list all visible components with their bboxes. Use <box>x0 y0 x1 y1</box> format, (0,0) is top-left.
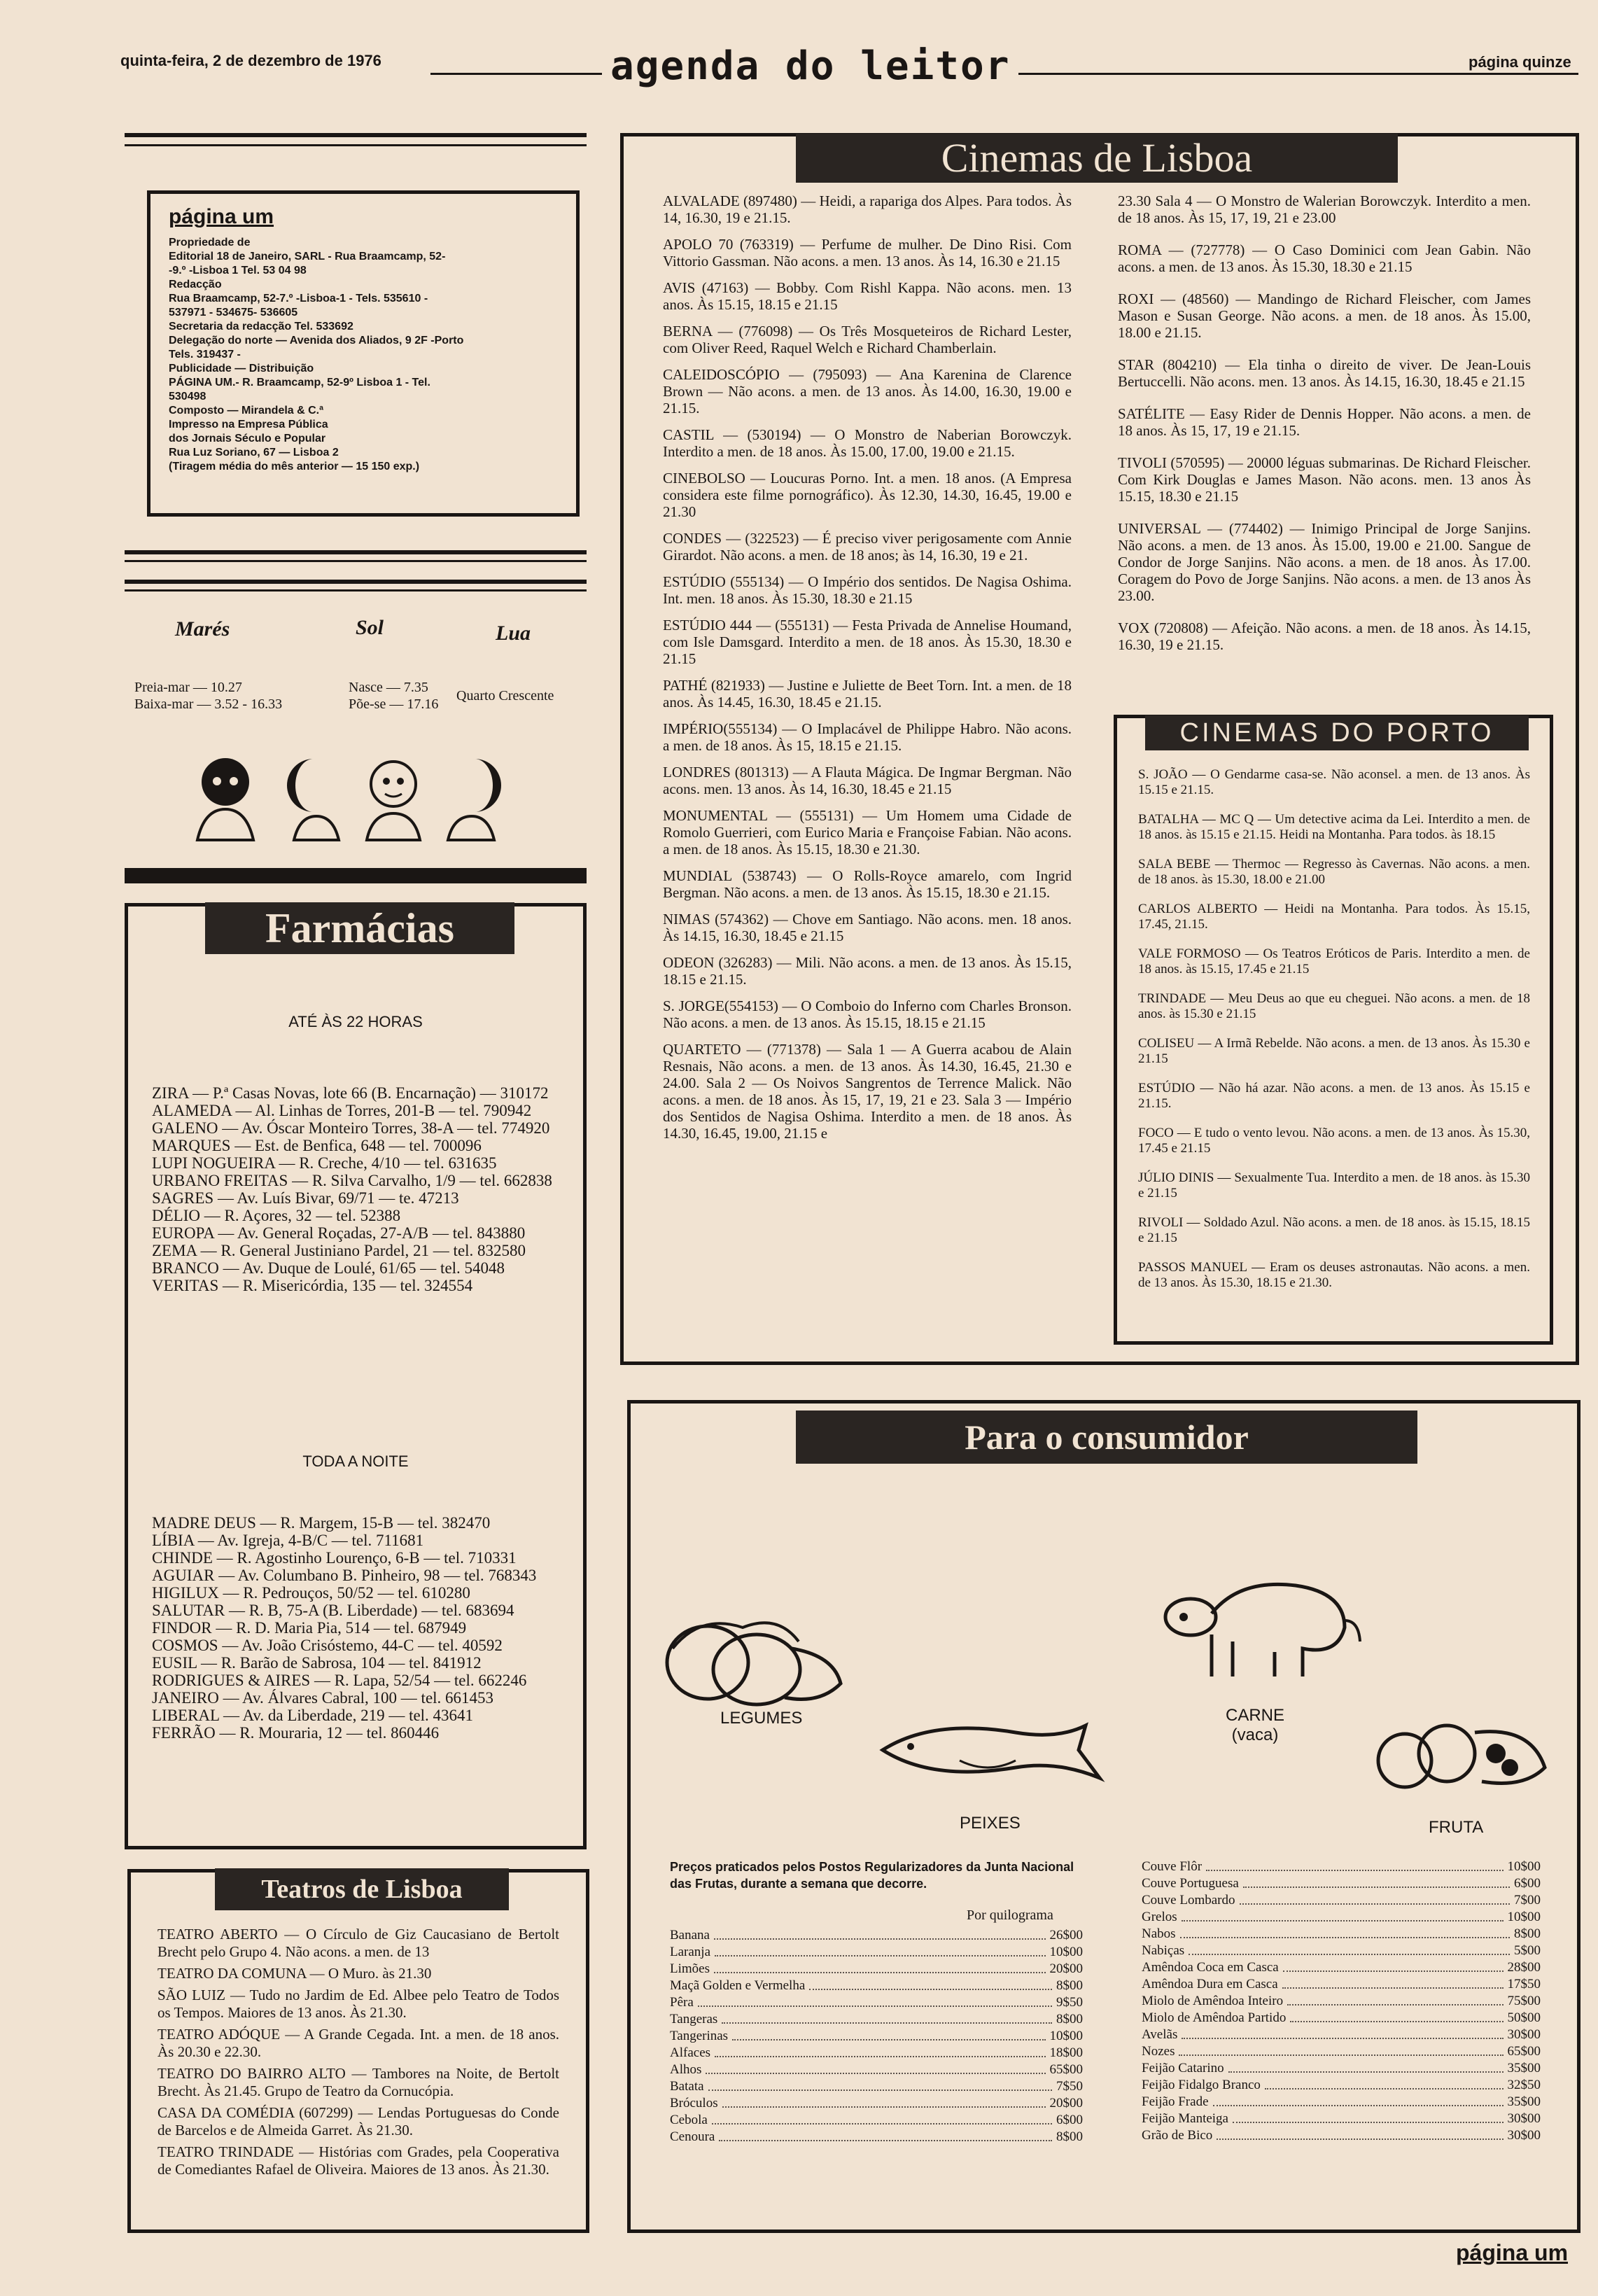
cinema-entry: ESTÚDIO 444 — (555131) — Festa Privada de Annelise Houmand, com Isle Damsgard. Interdito a men. de 18 anos. Às 15.30, 18.30 e 21.15 <box>663 617 1072 667</box>
meat-label <box>1199 1706 1311 1745</box>
dot-leader <box>1243 1875 1510 1888</box>
price-row <box>670 2095 1083 2112</box>
theatre-entry: CASA DA COMÉDIA (607299) — Lendas Portuguesas do Conde de Barcelos e de Almeida Garret. Às 21.30. <box>157 2104 559 2138</box>
price-item: Grão de Bico <box>1142 2128 1213 2143</box>
high-tide: Preia-mar — 10.27 <box>134 680 242 695</box>
price-row <box>670 2112 1083 2129</box>
price-row <box>670 1977 1083 1994</box>
crescent-moon-face-icon <box>286 755 349 841</box>
price-value: 9$50 <box>1056 1995 1083 2010</box>
price-list-right <box>1142 1858 1541 2144</box>
pharmacy-entry: MARQUES — Est. de Benfica, 648 — tel. 700096 <box>152 1137 482 1154</box>
cinema-entry: MUNDIAL (538743) — O Rolls-Royce amarelo, com Ingrid Bergman. Não acons. a men. de 13 anos. Às 15.15, 18.30 e 21.15. <box>663 867 1072 901</box>
dot-leader <box>1217 2127 1503 2140</box>
cow-icon <box>1156 1564 1366 1684</box>
fish-label: PEIXES <box>960 1814 1021 1833</box>
porto-cinema-entry: CARLOS ALBERTO — Heidi na Montanha. Para todos. Às 15.15, 17.45, 21.15. <box>1138 902 1530 932</box>
price-row <box>1142 1875 1541 1892</box>
theatre-entry: TEATRO DA COMUNA — O Muro. às 21.30 <box>157 1965 432 1982</box>
price-value: 35$00 <box>1507 2094 1541 2109</box>
cinema-entry: CASTIL — (530194) — O Monstro de Naberian Borowczyk. Interdito a men. de 18 anos. Às 15.00, 17.00, 19.00 e 21.15. <box>663 426 1072 460</box>
price-item: Couve Portuguesa <box>1142 1876 1239 1891</box>
pharmacy-entry: EUSIL — R. Barão de Sabrosa, 104 — tel. 841912 <box>152 1654 482 1672</box>
dot-leader <box>1228 2060 1504 2073</box>
credit-line: dos Jornais Século e Popular <box>169 433 326 444</box>
dot-leader <box>1283 1959 1504 1972</box>
price-row <box>670 2062 1083 2078</box>
dot-leader <box>809 1977 1052 1990</box>
cinema-entry: MONUMENTAL — (555131) — Um Homem uma Cidade de Romolo Guerrieri, com Eurico Maria e Françoise Fabian. Não acons. a men. de 18 anos. Às 15.15, 18.30 e 21.30. <box>663 807 1072 858</box>
pharmacy-entry: MADRE DEUS — R. Margem, 15-B — tel. 382470 <box>152 1514 491 1532</box>
consumer-box <box>627 1400 1581 2233</box>
price-value: 30$00 <box>1507 2111 1541 2126</box>
divider <box>125 144 587 146</box>
porto-cinema-entry: ESTÚDIO — Não há azar. Não acons. a men. de 13 anos. Às 15.15 e 21.15. <box>1138 1081 1530 1111</box>
dot-leader <box>1180 1926 1510 1938</box>
credit-line: -9.º -Lisboa 1 Tel. 53 04 98 <box>169 265 307 276</box>
price-row <box>1142 1993 1541 2010</box>
cinema-entry: SATÉLITE — Easy Rider de Dennis Hopper. Não acons. a men. de 18 anos. Às 15, 17, 19 e 21.15. <box>1118 405 1531 439</box>
moon-heading: Lua <box>496 622 531 645</box>
dot-leader <box>1290 2010 1503 2022</box>
price-value: 10$00 <box>1507 1910 1541 1924</box>
credits-logo: página um <box>169 205 274 228</box>
pharmacy-entry: ZEMA — R. General Justiniano Pardel, 21 — tel. 832580 <box>152 1242 526 1259</box>
price-value: 6$00 <box>1056 2113 1083 2127</box>
pharmacy-entry: FINDOR — R. D. Maria Pia, 514 — tel. 687949 <box>152 1619 467 1637</box>
dot-leader <box>1233 2110 1504 2123</box>
cinema-entry: TIVOLI (570595) — 20000 léguas submarinas. De Richard Fleischer. Com Kirk Douglas e James Mason. Não acons. men. 13 anos Às 15.15, 18.30 e 21.15 <box>1118 454 1531 505</box>
price-value: 26$00 <box>1049 1928 1083 1942</box>
page-number: página quinze <box>1463 53 1571 71</box>
price-item: Tangerinas <box>670 2029 729 2043</box>
price-row <box>670 2011 1083 2028</box>
cinemas-lisboa-column-2 <box>1118 192 1531 668</box>
price-row <box>1142 1976 1541 1993</box>
thick-divider <box>125 868 587 883</box>
dot-leader <box>1182 2026 1503 2039</box>
tide-times <box>134 679 282 713</box>
prices-intro: Preços praticados pelos Postos Regularizadores da Junta Nacional das Frutas, durante a semana que decorre. <box>670 1860 1074 1891</box>
divider <box>125 589 587 592</box>
price-list-left <box>670 1927 1083 2146</box>
price-item: Couve Lombardo <box>1142 1893 1235 1907</box>
porto-cinema-entry: PASSOS MANUEL — Eram os deuses astronautas. Não acons. a men. de 13 anos. Às 15.30, 18.15 e 21.30. <box>1138 1260 1530 1290</box>
divider <box>125 550 587 554</box>
pharmacy-entry: EUROPA — Av. General Roçadas, 27-A/B — tel. 843880 <box>152 1224 526 1242</box>
price-value: 28$00 <box>1507 1960 1541 1975</box>
price-item: Feijão Catarino <box>1142 2061 1224 2076</box>
theatre-entry: TEATRO ADÓQUE — A Grande Cegada. Int. a men. de 18 anos. Às 20.30 e 22.30. <box>157 2026 559 2060</box>
price-item: Pêra <box>670 1995 694 2010</box>
cinema-entry: 23.30 Sala 4 — O Monstro de Walerian Borowczyk. Interdito a men. de 18 anos. Às 15, 17, 19, 21 e 23.00 <box>1118 192 1531 226</box>
night-pharmacies-list <box>152 1514 561 1742</box>
dot-leader <box>715 1944 1045 1956</box>
vegetables-icon <box>659 1606 848 1712</box>
credit-line: Rua Luz Soriano, 67 — Lisboa 2 <box>169 447 339 458</box>
porto-cinema-entry: COLISEU — A Irmã Rebelde. Não acons. a men. de 13 anos. Às 15.30 e 21.15 <box>1138 1036 1530 1066</box>
dot-leader <box>698 1994 1052 2007</box>
price-value: 20$00 <box>1049 2096 1083 2110</box>
cinemas-porto-list <box>1138 767 1530 1305</box>
dot-leader <box>722 2095 1046 2108</box>
cinemas-lisboa-title: Cinemas de Lisboa <box>796 134 1398 183</box>
price-value: 5$00 <box>1514 1943 1541 1958</box>
dot-leader <box>712 2112 1052 2124</box>
porto-cinema-entry: TRINDADE — Meu Deus ao que eu cheguei. Não acons. a men. de 18 anos. às 15.30 e 21.15 <box>1138 991 1530 1021</box>
price-item: Laranja <box>670 1945 711 1959</box>
price-value: 65$00 <box>1049 2062 1083 2077</box>
cinema-entry: CONDES — (322523) — É preciso viver perigosamente com Annie Girardot. Não acons. a men. de 18 anos; às 14, 16.30, 19 e 21. <box>663 530 1072 564</box>
credit-line: Rua Braamcamp, 52-7.º -Lisboa-1 - Tels. 535610 - <box>169 293 428 304</box>
cinema-entry: CINEBOLSO — Loucuras Porno. Int. a men. 18 anos. (A Empresa considera este filme pornográfico). Às 12.30, 14.30, 16.45, 19.00 e 21.30 <box>663 470 1072 520</box>
price-row <box>670 2078 1083 2095</box>
pharmacy-entry: RODRIGUES & AIRES — R. Lapa, 52/54 — tel. 662246 <box>152 1672 527 1689</box>
price-row <box>670 1944 1083 1961</box>
price-row <box>1142 1942 1541 1959</box>
price-item: Batata <box>670 2079 704 2094</box>
price-item: Limões <box>670 1961 710 1976</box>
pharmacy-entry: AGUIAR — Av. Columbano B. Pinheiro, 98 — tel. 768343 <box>152 1567 537 1584</box>
cinema-entry: APOLO 70 (763319) — Perfume de mulher. De Dino Risi. Com Vittorio Gassman. Não acons. a men. 13 anos. Às 14, 16.30 e 21.15 <box>663 236 1072 270</box>
credit-line: Composto — Mirandela & C.ª <box>169 405 324 416</box>
price-row <box>670 1961 1083 1977</box>
dot-leader <box>1287 1993 1503 2005</box>
theatre-entry: TEATRO TRINDADE — Histórias com Grades, pela Cooperativa de Comediantes Rafael de Oliveira. Maiores de 13 anos. Às 21.30. <box>157 2143 559 2178</box>
pharmacy-entry: LIBERAL — Av. da Liberdade, 219 — tel. 43641 <box>152 1707 474 1724</box>
price-item: Banana <box>670 1928 710 1942</box>
new-moon-face-icon <box>183 750 267 841</box>
credit-line: Impresso na Empresa Pública <box>169 419 328 430</box>
night-pharmacies-heading: TODA A NOITE <box>302 1452 409 1470</box>
dot-leader <box>1240 1892 1510 1905</box>
issue-date: quinta-feira, 2 de dezembro de 1976 <box>120 52 381 69</box>
price-value: 8$00 <box>1056 2012 1083 2026</box>
pharmacy-entry: COSMOS — Av. João Crisóstemo, 44-C — tel. 40592 <box>152 1637 503 1654</box>
credit-line: Editorial 18 de Janeiro, SARL - Rua Braamcamp, 52- <box>169 251 446 262</box>
tides-heading: Marés <box>175 617 230 640</box>
price-row <box>670 2045 1083 2062</box>
credit-line: Publicidade — Distribuição <box>169 363 314 374</box>
dot-leader <box>714 1927 1046 1940</box>
price-row <box>1142 2127 1541 2144</box>
cinema-entry: ESTÚDIO (555134) — O Império dos sentidos. De Nagisa Oshima. Int. men. 18 anos. Às 15.30, 18.30 e 21.15 <box>663 573 1072 607</box>
price-value: 10$00 <box>1049 2029 1083 2043</box>
porto-cinema-entry: RIVOLI — Soldado Azul. Não acons. a men. de 18 anos. às 15.15, 18.15 e 21.15 <box>1138 1215 1530 1245</box>
porto-cinema-entry: SALA BEBE — Thermoc — Regresso às Cavernas. Não acons. a men. de 18 anos. às 15.30, 18.00 e 21.00 <box>1138 857 1530 887</box>
porto-cinema-entry: FOCO — E tudo o vento levou. Não acons. a men. de 13 anos. Às 15.30, 17.45 e 21.15 <box>1138 1126 1530 1156</box>
price-row <box>1142 1892 1541 1909</box>
pharmacy-entry: ALAMEDA — Al. Linhas de Torres, 201-B — tel. 790942 <box>152 1102 532 1119</box>
pharmacy-entry: LÍBIA — Av. Igreja, 4-B/C — tel. 711681 <box>152 1532 424 1549</box>
price-value: 8$00 <box>1056 1978 1083 1993</box>
dot-leader <box>708 2078 1052 2091</box>
cinemas-porto-box <box>1114 715 1553 1345</box>
pharmacy-entry: SALUTAR — R. B, 75-A (B. Liberdade) — tel. 683694 <box>152 1602 514 1619</box>
footer-logo: página um <box>1456 2240 1569 2265</box>
price-item: Nabiças <box>1142 1943 1185 1958</box>
credit-line: Secretaria da redacção Tel. 533692 <box>169 321 353 332</box>
cinema-entry: S. JORGE(554153) — O Comboio do Inferno com Charles Bronson. Não acons. a men. de 13 anos. Às 15.15, 18.15 e 21.15 <box>663 997 1072 1031</box>
price-value: 75$00 <box>1507 1994 1541 2008</box>
pharmacy-entry: VERITAS — R. Misericórdia, 135 — tel. 324554 <box>152 1277 473 1294</box>
sunrise: Nasce — 7.35 <box>349 680 428 695</box>
porto-cinema-entry: JÚLIO DINIS — Sexualmente Tua. Interdito a men. de 18 anos. às 15.30 e 21.15 <box>1138 1170 1530 1200</box>
price-value: 30$00 <box>1507 2027 1541 2042</box>
dot-leader <box>722 2011 1052 2024</box>
credits-box <box>147 190 580 517</box>
credit-line: PÁGINA UM.- R. Braamcamp, 52-9º Lisboa 1 - Tel. <box>169 377 430 388</box>
price-value: 6$00 <box>1514 1876 1541 1891</box>
price-value: 20$00 <box>1049 1961 1083 1976</box>
price-row <box>670 2028 1083 2045</box>
moon-phase: Quarto Crescente <box>456 688 554 704</box>
price-row <box>670 2129 1083 2146</box>
price-item: Feijão Fidalgo Branco <box>1142 2078 1261 2092</box>
cinema-entry: LONDRES (801313) — A Flauta Mágica. De Ingmar Bergman. Não acons. men. 13 anos. Às 14, 16.30, 18.45 e 21.15 <box>663 764 1072 797</box>
waning-moon-face-icon <box>440 755 503 841</box>
price-value: 10$00 <box>1507 1859 1541 1874</box>
dot-leader <box>1265 2077 1504 2090</box>
price-value: 7$50 <box>1056 2079 1083 2094</box>
cinemas-porto-title: CINEMAS DO PORTO <box>1145 715 1529 750</box>
credit-line: Propriedade de <box>169 237 251 248</box>
divider <box>125 133 587 137</box>
pharmacy-entry: GALENO — Av. Óscar Monteiro Torres, 38-A — tel. 774920 <box>152 1119 550 1137</box>
cinema-entry: QUARTETO — (771378) — Sala 1 — A Guerra acabou de Alain Resnais, Não acons. a men. de 13 anos. Às 14.30, 16.45, 21.30 e 24.00. Sala 2 — Os Noivos Sangrentos de Terrence Malick. Não acons. a men. de 18 anos. Às 15, 17, 19, 21 e 23. Sala 3 — Império dos Sentidos de Nagisa Oshima. Interdito a men. de 18 anos. Às 14.30, 16.45, 19.00, 21.15 e <box>663 1041 1072 1142</box>
pharmacy-entry: BRANCO — Av. Duque de Loulé, 61/65 — tel. 54048 <box>152 1259 505 1277</box>
price-row <box>1142 1926 1541 1942</box>
price-value: 7$00 <box>1514 1893 1541 1907</box>
divider <box>125 560 587 562</box>
price-row <box>1142 2110 1541 2127</box>
dot-leader <box>1206 1858 1503 1871</box>
consumer-title: Para o consumidor <box>796 1410 1417 1464</box>
pharmacy-entry: HIGILUX — R. Pedrouços, 50/52 — tel. 610280 <box>152 1584 470 1602</box>
price-item: Miolo de Amêndoa Inteiro <box>1142 1994 1284 2008</box>
price-item: Grelos <box>1142 1910 1177 1924</box>
pharmacies-box <box>125 903 587 1849</box>
price-item: Bróculos <box>670 2096 718 2110</box>
price-value: 8$00 <box>1514 1926 1541 1941</box>
sunset: Põe-se — 17.16 <box>349 696 439 712</box>
pharmacy-entry: JANEIRO — Av. Álvares Cabral, 100 — tel. 661453 <box>152 1689 494 1707</box>
pharmacy-entry: FERRÃO — R. Mouraria, 12 — tel. 860446 <box>152 1724 440 1742</box>
fruit-label: FRUTA <box>1429 1818 1484 1837</box>
dot-leader <box>1189 1942 1510 1955</box>
price-item: Maçã Golden e Vermelha <box>670 1978 806 1993</box>
credit-line: Delegação do norte — Avenida dos Aliados, 9 2F -Porto <box>169 335 464 346</box>
meat-label-sub: (vaca) <box>1231 1726 1279 1744</box>
pharmacy-entry: LUPI NOGUEIRA — R. Creche, 4/10 — tel. 631635 <box>152 1154 497 1172</box>
dot-leader <box>706 2062 1045 2074</box>
price-row <box>1142 1909 1541 1926</box>
fish-icon <box>876 1712 1107 1788</box>
price-value: 32$50 <box>1507 2078 1541 2092</box>
theatres-list <box>157 1926 559 2183</box>
price-row <box>1142 1959 1541 1976</box>
price-item: Feijão Frade <box>1142 2094 1209 2109</box>
price-value: 50$00 <box>1507 2010 1541 2025</box>
low-tide: Baixa-mar — 3.52 - 16.33 <box>134 696 283 712</box>
credit-line: Redacção <box>169 279 222 290</box>
cinemas-lisboa-column-1 <box>663 192 1072 1152</box>
price-row <box>1142 2026 1541 2043</box>
cinema-entry: ROMA — (727778) — O Caso Dominici com Jean Gabin. Não acons. a men. de 13 anos. Às 15.30, 18.30 e 21.15 <box>1118 241 1531 275</box>
credit-line: (Tiragem média do mês anterior — 15 150 exp.) <box>169 461 420 472</box>
theatre-entry: TEATRO DO BAIRRO ALTO — Tambores na Noite, de Bertolt Brecht. Às 21.45. Grupo de Teatro da Cornucópia. <box>157 2065 559 2099</box>
price-item: Avelãs <box>1142 2027 1178 2042</box>
price-item: Miolo de Amêndoa Partido <box>1142 2010 1287 2025</box>
price-value: 10$00 <box>1049 1945 1083 1959</box>
fruit-icon <box>1370 1704 1552 1802</box>
page-title: agenda do leitor <box>602 43 1018 89</box>
cinema-entry: IMPÉRIO(555134) — O Implacável de Philippe Habro. Não acons. a men. de 18 anos. Às 15, 18.15 e 21.15. <box>663 720 1072 754</box>
price-row <box>1142 2060 1541 2077</box>
dot-leader <box>1182 1909 1504 1921</box>
dot-leader <box>719 2129 1052 2141</box>
price-value: 8$00 <box>1056 2129 1083 2144</box>
price-item: Tangeras <box>670 2012 718 2026</box>
porto-cinema-entry: VALE FORMOSO — Os Teatros Eróticos de Paris. Interdito a men. de 18 anos. às 15.15, 17.45 e 21.15 <box>1138 946 1530 976</box>
price-row <box>1142 2077 1541 2094</box>
price-value: 18$00 <box>1049 2045 1083 2060</box>
pharmacy-entry: ZIRA — P.ª Casas Novas, lote 66 (B. Encarnação) — 310172 <box>152 1084 549 1102</box>
sun-times <box>349 679 438 713</box>
dot-leader <box>732 2028 1045 2040</box>
price-item: Couve Flôr <box>1142 1859 1203 1874</box>
price-row <box>670 1927 1083 1944</box>
price-item: Cebola <box>670 2113 708 2127</box>
price-value: 17$50 <box>1507 1977 1541 1991</box>
price-item: Cenoura <box>670 2129 715 2144</box>
cinema-entry: ALVALADE (897480) — Heidi, a rapariga dos Alpes. Para todos. Às 14, 16.30, 19 e 21.15. <box>663 192 1072 226</box>
theatre-entry: SÃO LUIZ — Tudo no Jardim de Ed. Albee pelo Teatro de Todos os Tempos. Maiores de 13 anos. Às 21.30. <box>157 1987 559 2021</box>
theatre-entry: TEATRO ABERTO — O Círculo de Giz Caucasiano de Bertolt Brecht pelo Grupo 4. Não acons. a men. de 13 <box>157 1926 559 1960</box>
price-item: Nabos <box>1142 1926 1176 1941</box>
credit-line: 537971 - 534675- 536605 <box>169 307 298 318</box>
cinemas-lisboa-box <box>620 133 1579 1365</box>
cinema-entry: STAR (804210) — Ela tinha o direito de viver. De Jean-Louis Bertuccelli. Não acons. men. 13 anos. Às 14.15, 16.30, 18.45 e 21.15 <box>1118 356 1531 390</box>
price-unit: Por quilograma <box>967 1907 1053 1923</box>
theatres-title: Teatros de Lisboa <box>215 1868 509 1910</box>
day-pharmacies-list <box>152 1084 561 1294</box>
dot-leader <box>1179 2043 1503 2056</box>
pharmacy-entry: DÉLIO — R. Açores, 32 — tel. 52388 <box>152 1207 401 1224</box>
price-item: Alfaces <box>670 2045 711 2060</box>
price-value: 65$00 <box>1507 2044 1541 2059</box>
price-item: Feijão Manteiga <box>1142 2111 1228 2126</box>
full-moon-face-icon <box>357 755 430 841</box>
price-value: 35$00 <box>1507 2061 1541 2076</box>
divider <box>125 580 587 584</box>
cinema-entry: AVIS (47163) — Bobby. Com Rishl Kappa. Não acons. men. 13 anos. Às 15.15, 18.15 e 21.15 <box>663 279 1072 313</box>
price-row <box>1142 2043 1541 2060</box>
cinema-entry: PATHÉ (821933) — Justine e Juliette de Beet Torn. Int. a men. de 18 anos. Às 14.45, 16.30, 18.45 e 21.15. <box>663 677 1072 710</box>
pharmacy-entry: URBANO FREITAS — R. Silva Carvalho, 1/9 — tel. 662838 <box>152 1172 552 1189</box>
dot-leader <box>1282 1976 1504 1989</box>
price-item: Amêndoa Dura em Casca <box>1142 1977 1278 1991</box>
credit-line: Tels. 319437 - <box>169 349 241 360</box>
cinema-entry: NIMAS (574362) — Chove em Santiago. Não acons. men. 18 anos. Às 14.15, 16.30, 18.45 e 21.15 <box>663 911 1072 944</box>
price-item: Alhos <box>670 2062 702 2077</box>
pharmacies-title: Farmácias <box>205 902 514 954</box>
price-item: Nozes <box>1142 2044 1175 2059</box>
price-item: Amêndoa Coca em Casca <box>1142 1960 1279 1975</box>
price-row <box>1142 1858 1541 1875</box>
credits-lines <box>169 236 558 474</box>
porto-cinema-entry: S. JOÃO — O Gendarme casa-se. Não aconsel. a men. de 13 anos. Às 15.15 e 21.15. <box>1138 767 1530 797</box>
cinema-entry: ROXI — (48560) — Mandingo de Richard Fleischer, com James Mason e Susan George. Não acons. a men. de 18 anos. Às 15.00, 18.00 e 21.15. <box>1118 290 1531 341</box>
price-value: 30$00 <box>1507 2128 1541 2143</box>
dot-leader <box>715 2045 1045 2057</box>
pharmacy-entry: CHINDE — R. Agostinho Lourenço, 6-B — tel. 710331 <box>152 1549 517 1567</box>
vegetables-label: LEGUMES <box>720 1709 803 1728</box>
theatres-box <box>127 1869 589 2233</box>
pharmacy-entry: SAGRES — Av. Luís Bivar, 69/71 — te. 47213 <box>152 1189 459 1207</box>
price-row <box>1142 2010 1541 2026</box>
price-row <box>1142 2094 1541 2110</box>
meat-label-text: CARNE <box>1225 1706 1284 1725</box>
dot-leader <box>714 1961 1046 1973</box>
day-pharmacies-heading: ATÉ ÀS 22 HORAS <box>288 1013 423 1030</box>
porto-cinema-entry: BATALHA — MC Q — Um detective acima da Lei. Interdito a men. de 18 anos. às 15.15 e 21.15. Heidi na Montanha. Para todos. às 18.15 <box>1138 812 1530 842</box>
credit-line: 530498 <box>169 391 206 402</box>
cinema-entry: ODEON (326283) — Mili. Não acons. a men. de 13 anos. Às 15.15, 18.15 e 21.15. <box>663 954 1072 988</box>
cinema-entry: BERNA — (776098) — Os Três Mosqueteiros de Richard Lester, com Oliver Reed, Raquel Welch e Richard Chamberlain. <box>663 323 1072 356</box>
price-row <box>670 1994 1083 2011</box>
cinema-entry: UNIVERSAL — (774402) — Inimigo Principal de Jorge Sanjins. Não acons. a men. de 13 anos. Às 15.00, 19.00 e 21.00. Sangue de Condor de Jorge Sanjins. Não acons. a men. de 18 anos. Às 17.00. Coragem do Povo de Jorge Sanjins. Não acons. a men. de 13 anos Às 23.00. <box>1118 520 1531 604</box>
sun-heading: Sol <box>356 616 384 639</box>
dot-leader <box>1213 2094 1504 2106</box>
cinema-entry: VOX (720808) — Afeição. Não acons. a men. de 18 anos. Às 14.15, 16.30, 19 e 21.15. <box>1118 620 1531 653</box>
cinema-entry: CALEIDOSCÓPIO — (795093) — Ana Karenina de Clarence Brown — Não acons. a men. de 13 anos. Às 14.00, 16.30, 19.00 e 21.15. <box>663 366 1072 416</box>
